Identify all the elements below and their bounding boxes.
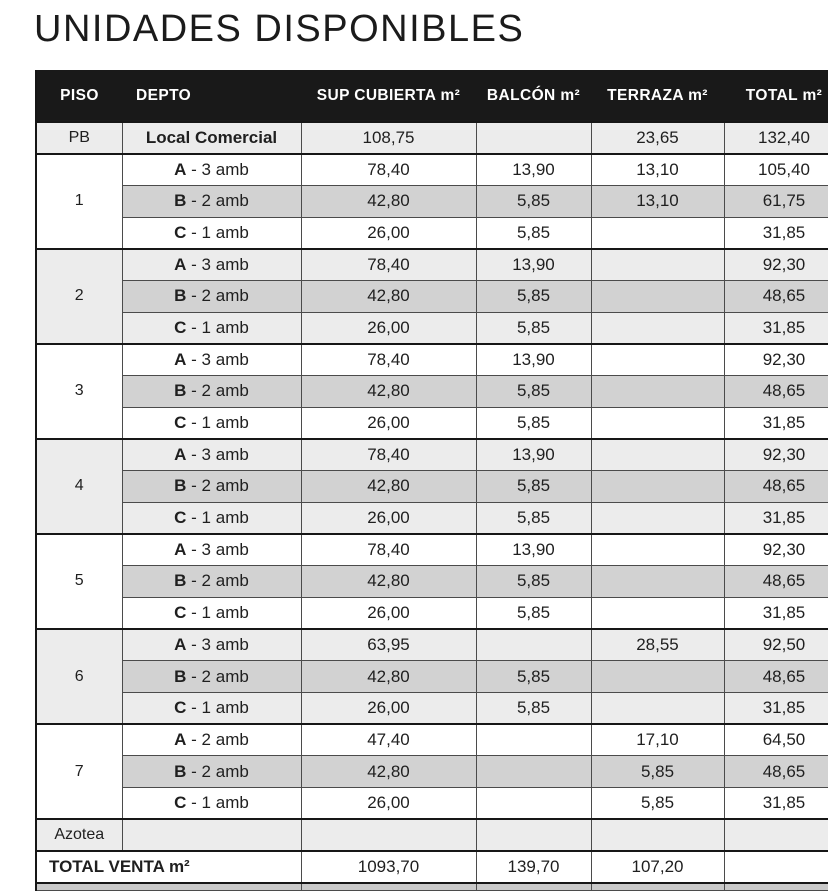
terraza-cell: 13,10 [591, 154, 724, 186]
sup-cell: 78,40 [301, 344, 476, 376]
table-row [36, 439, 828, 471]
sup-cell: 78,40 [301, 154, 476, 186]
total-cell: 48,65 [724, 661, 828, 693]
total-cell: 92,30 [724, 439, 828, 471]
sup-cell: 42,80 [301, 756, 476, 788]
balcon-cell [476, 819, 591, 851]
terraza-cell [591, 407, 724, 439]
total-cell: 132,40 [724, 122, 828, 154]
total-total-cell [724, 851, 828, 883]
total-cell: 48,65 [724, 566, 828, 598]
piso-cell: Azotea [36, 819, 122, 851]
total-cell: 31,85 [724, 692, 828, 724]
depto-cell: C - 1 amb [122, 407, 301, 439]
sup-cell: 42,80 [301, 185, 476, 217]
depto-cell: C - 1 amb [122, 502, 301, 534]
terraza-cell [591, 597, 724, 629]
total-cell: 61,75 [724, 185, 828, 217]
table-row [36, 154, 828, 186]
sup-cell: 42,80 [301, 661, 476, 693]
col-header-terraza: TERRAZA m² [591, 70, 724, 122]
total-cell: 92,30 [724, 534, 828, 566]
partial-cell [724, 883, 828, 890]
depto-cell: C - 1 amb [122, 312, 301, 344]
total-terraza-cell: 107,20 [591, 851, 724, 883]
depto-cell: A - 2 amb [122, 724, 301, 756]
total-cell: 48,65 [724, 280, 828, 312]
balcon-cell: 5,85 [476, 312, 591, 344]
partial-cell [301, 883, 476, 890]
terraza-cell: 23,65 [591, 122, 724, 154]
sup-cell: 26,00 [301, 407, 476, 439]
total-balcon-cell: 139,70 [476, 851, 591, 883]
balcon-cell [476, 756, 591, 788]
balcon-cell [476, 122, 591, 154]
units-table [35, 70, 828, 891]
total-cell: 92,30 [724, 344, 828, 376]
sup-cell: 78,40 [301, 249, 476, 281]
total-cell [724, 819, 828, 851]
terraza-cell [591, 692, 724, 724]
terraza-cell [591, 312, 724, 344]
total-cell: 31,85 [724, 787, 828, 819]
balcon-cell: 13,90 [476, 154, 591, 186]
piso-cell: 4 [36, 439, 122, 534]
depto-cell: C - 1 amb [122, 787, 301, 819]
table-row [36, 692, 828, 724]
sup-cell: 26,00 [301, 787, 476, 819]
balcon-cell: 13,90 [476, 439, 591, 471]
table-row [36, 471, 828, 503]
terraza-cell [591, 344, 724, 376]
terraza-cell [591, 439, 724, 471]
balcon-cell: 5,85 [476, 502, 591, 534]
table-row [36, 724, 828, 756]
terraza-cell: 17,10 [591, 724, 724, 756]
sup-cell: 42,80 [301, 376, 476, 408]
table-row [36, 787, 828, 819]
col-header-sup: SUP CUBIERTA m² [301, 70, 476, 122]
sup-cell: 26,00 [301, 597, 476, 629]
sup-cell: 26,00 [301, 312, 476, 344]
terraza-cell [591, 534, 724, 566]
piso-cell: 3 [36, 344, 122, 439]
depto-cell: A - 3 amb [122, 439, 301, 471]
total-cell: 31,85 [724, 217, 828, 249]
terraza-cell [591, 249, 724, 281]
depto-cell: B - 2 amb [122, 280, 301, 312]
terraza-cell [591, 376, 724, 408]
partial-bottom-row [36, 883, 828, 890]
balcon-cell: 5,85 [476, 217, 591, 249]
depto-cell: B - 2 amb [122, 471, 301, 503]
balcon-cell [476, 724, 591, 756]
col-header-balcon: BALCÓN m² [476, 70, 591, 122]
balcon-cell: 5,85 [476, 661, 591, 693]
sup-cell: 42,80 [301, 280, 476, 312]
table-header [36, 70, 828, 122]
sup-cell: 42,80 [301, 566, 476, 598]
table-row [36, 217, 828, 249]
depto-cell: B - 2 amb [122, 566, 301, 598]
table-row [36, 376, 828, 408]
table-row [36, 661, 828, 693]
partial-cell [591, 883, 724, 890]
table-row [36, 534, 828, 566]
total-sup-cell: 1093,70 [301, 851, 476, 883]
balcon-cell: 5,85 [476, 566, 591, 598]
depto-cell: C - 1 amb [122, 217, 301, 249]
sup-cell: 26,00 [301, 217, 476, 249]
table-row [36, 819, 828, 851]
table-row [36, 122, 828, 154]
balcon-cell: 5,85 [476, 471, 591, 503]
total-cell: 48,65 [724, 376, 828, 408]
terraza-cell [591, 502, 724, 534]
table-row [36, 566, 828, 598]
sup-cell: 47,40 [301, 724, 476, 756]
header-row [36, 70, 828, 122]
piso-cell: 1 [36, 154, 122, 249]
total-cell: 48,65 [724, 471, 828, 503]
depto-cell: C - 1 amb [122, 692, 301, 724]
partial-cell [476, 883, 591, 890]
total-cell: 31,85 [724, 312, 828, 344]
depto-cell: B - 2 amb [122, 185, 301, 217]
sup-cell: 108,75 [301, 122, 476, 154]
piso-cell: 5 [36, 534, 122, 629]
table-body [36, 122, 828, 890]
balcon-cell [476, 787, 591, 819]
table-row [36, 629, 828, 661]
partial-cell [36, 883, 301, 890]
balcon-cell: 5,85 [476, 407, 591, 439]
depto-cell: A - 3 amb [122, 534, 301, 566]
balcon-cell: 5,85 [476, 692, 591, 724]
sup-cell: 42,80 [301, 471, 476, 503]
depto-cell: A - 3 amb [122, 344, 301, 376]
depto-cell: A - 3 amb [122, 249, 301, 281]
piso-cell: PB [36, 122, 122, 154]
sup-cell: 63,95 [301, 629, 476, 661]
balcon-cell: 13,90 [476, 344, 591, 376]
col-header-piso: PISO [36, 70, 122, 122]
total-cell: 92,50 [724, 629, 828, 661]
total-venta-row [36, 851, 828, 883]
depto-cell: A - 3 amb [122, 629, 301, 661]
sup-cell: 78,40 [301, 439, 476, 471]
terraza-cell: 13,10 [591, 185, 724, 217]
sup-cell: 26,00 [301, 502, 476, 534]
total-cell: 31,85 [724, 407, 828, 439]
balcon-cell: 5,85 [476, 376, 591, 408]
total-cell: 64,50 [724, 724, 828, 756]
table-row [36, 280, 828, 312]
table-row [36, 249, 828, 281]
sup-cell: 26,00 [301, 692, 476, 724]
balcon-cell: 13,90 [476, 534, 591, 566]
table-row [36, 312, 828, 344]
depto-cell: C - 1 amb [122, 597, 301, 629]
terraza-cell: 28,55 [591, 629, 724, 661]
table-row [36, 407, 828, 439]
depto-cell [122, 819, 301, 851]
total-venta-label: TOTAL VENTA m² [36, 851, 301, 883]
total-cell: 31,85 [724, 502, 828, 534]
terraza-cell [591, 280, 724, 312]
terraza-cell: 5,85 [591, 787, 724, 819]
total-cell: 48,65 [724, 756, 828, 788]
balcon-cell: 5,85 [476, 185, 591, 217]
balcon-cell: 5,85 [476, 280, 591, 312]
table-row [36, 502, 828, 534]
depto-cell: B - 2 amb [122, 661, 301, 693]
col-header-total: TOTAL m² [724, 70, 828, 122]
terraza-cell [591, 566, 724, 598]
balcon-cell: 5,85 [476, 597, 591, 629]
terraza-cell [591, 661, 724, 693]
col-header-depto: DEPTO [122, 70, 301, 122]
table-row [36, 344, 828, 376]
terraza-cell: 5,85 [591, 756, 724, 788]
page-title: UNIDADES DISPONIBLES [34, 8, 525, 50]
balcon-cell: 13,90 [476, 249, 591, 281]
depto-cell: B - 2 amb [122, 756, 301, 788]
depto-cell: Local Comercial [122, 122, 301, 154]
sup-cell [301, 819, 476, 851]
depto-cell: A - 3 amb [122, 154, 301, 186]
table-row [36, 597, 828, 629]
depto-cell: B - 2 amb [122, 376, 301, 408]
units-table-wrap [35, 70, 828, 891]
table-row [36, 756, 828, 788]
piso-cell: 2 [36, 249, 122, 344]
total-cell: 105,40 [724, 154, 828, 186]
piso-cell: 6 [36, 629, 122, 724]
sup-cell: 78,40 [301, 534, 476, 566]
table-row [36, 185, 828, 217]
piso-cell: 7 [36, 724, 122, 819]
total-cell: 31,85 [724, 597, 828, 629]
terraza-cell [591, 471, 724, 503]
terraza-cell [591, 217, 724, 249]
balcon-cell [476, 629, 591, 661]
terraza-cell [591, 819, 724, 851]
total-cell: 92,30 [724, 249, 828, 281]
